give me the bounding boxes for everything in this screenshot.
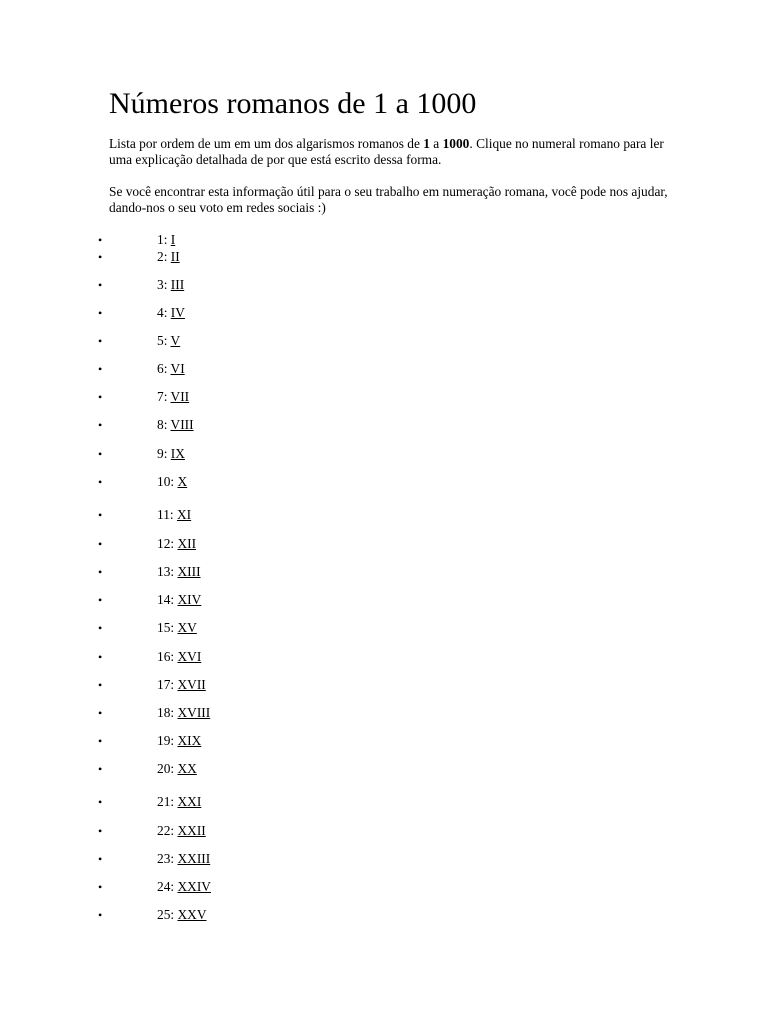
list-entry	[157, 878, 211, 896]
roman-numeral-link[interactable]: XVIII	[177, 705, 211, 720]
bullet-icon: •	[98, 824, 103, 838]
bullet-icon: •	[98, 447, 103, 461]
roman-numeral-link[interactable]: XII	[177, 536, 197, 551]
arabic-number: 22:	[157, 823, 175, 838]
roman-numeral-link[interactable]: X	[177, 474, 188, 489]
list-entry	[157, 676, 206, 694]
list-item	[0, 878, 400, 896]
bullet-icon: •	[98, 508, 103, 522]
support-paragraph: Se você encontrar esta informação útil para o seu trabalho em numeração romana, você pode nos ajudar, dando-nos o seu voto em redes sociais :)	[109, 184, 668, 215]
roman-numeral-link[interactable]: III	[170, 277, 185, 292]
arabic-number: 15:	[157, 620, 175, 635]
roman-numeral-link[interactable]: VII	[170, 389, 190, 404]
bullet-icon: •	[98, 908, 103, 922]
list-item	[0, 619, 400, 637]
bullet-icon: •	[98, 233, 103, 247]
list-entry	[157, 416, 194, 434]
roman-numeral-link[interactable]: V	[170, 333, 181, 348]
roman-numeral-link[interactable]: VIII	[170, 417, 194, 432]
list-entry	[157, 648, 201, 666]
roman-numeral-link[interactable]: II	[170, 249, 180, 264]
list-item	[0, 822, 400, 840]
intro-text-connector: a	[429, 136, 443, 151]
arabic-number: 20:	[157, 761, 175, 776]
list-entry	[157, 360, 185, 378]
list-entry	[157, 388, 189, 406]
list-item	[0, 850, 400, 868]
list-entry	[157, 619, 197, 637]
bullet-icon: •	[98, 650, 103, 664]
bullet-icon: •	[98, 278, 103, 292]
bullet-icon: •	[98, 537, 103, 551]
intro-text-start: Lista por ordem de um em um dos algarismos romanos de	[109, 136, 424, 151]
list-entry	[157, 304, 185, 322]
list-entry	[157, 822, 206, 840]
roman-numeral-link[interactable]: XIII	[177, 564, 201, 579]
roman-numeral-link[interactable]: XIV	[177, 592, 202, 607]
arabic-number: 3:	[157, 277, 168, 292]
bullet-icon: •	[98, 475, 103, 489]
arabic-number: 9:	[157, 446, 168, 461]
arabic-number: 24:	[157, 879, 175, 894]
list-item	[0, 332, 400, 350]
list-item	[0, 760, 400, 778]
bullet-icon: •	[98, 762, 103, 776]
arabic-number: 1:	[157, 232, 168, 247]
list-entry	[157, 732, 201, 750]
roman-numeral-link[interactable]: XIX	[177, 733, 202, 748]
arabic-number: 21:	[157, 794, 175, 809]
arabic-number: 23:	[157, 851, 175, 866]
arabic-number: 14:	[157, 592, 175, 607]
roman-numeral-link[interactable]: XI	[176, 507, 192, 522]
list-item	[0, 445, 400, 463]
list-item	[0, 535, 400, 553]
bullet-icon: •	[98, 678, 103, 692]
list-entry	[157, 793, 201, 811]
bullet-icon: •	[98, 795, 103, 809]
arabic-number: 16:	[157, 649, 175, 664]
list-item	[0, 704, 400, 722]
list-entry	[157, 276, 184, 294]
roman-numeral-link[interactable]: XVII	[177, 677, 206, 692]
bullet-icon: •	[98, 734, 103, 748]
list-item	[0, 732, 400, 750]
arabic-number: 10:	[157, 474, 175, 489]
roman-numeral-link[interactable]: XXII	[177, 823, 206, 838]
bullet-icon: •	[98, 565, 103, 579]
bullet-icon: •	[98, 593, 103, 607]
list-item	[0, 563, 400, 581]
intro-text-end: . Clique no numeral romano para ler uma explicação detalhada de por que está escrito dessa forma.	[109, 136, 664, 167]
list-entry	[157, 704, 210, 722]
list-item	[0, 906, 400, 924]
roman-numeral-link[interactable]: IX	[170, 446, 185, 461]
roman-numeral-link[interactable]: XX	[177, 761, 197, 776]
list-item	[0, 248, 400, 266]
bullet-icon: •	[98, 390, 103, 404]
intro-bold-start: 1	[423, 136, 430, 151]
list-entry	[157, 850, 210, 868]
roman-numeral-link[interactable]: XXIV	[177, 879, 211, 894]
arabic-number: 13:	[157, 564, 175, 579]
bullet-icon: •	[98, 250, 103, 264]
list-entry	[157, 332, 180, 350]
roman-numeral-link[interactable]: XXI	[177, 794, 202, 809]
intro-paragraph	[109, 136, 669, 168]
bullet-icon: •	[98, 852, 103, 866]
bullet-icon: •	[98, 362, 103, 376]
arabic-number: 8:	[157, 417, 168, 432]
list-item	[0, 360, 400, 378]
arabic-number: 7:	[157, 389, 168, 404]
list-entry	[157, 248, 180, 266]
arabic-number: 18:	[157, 705, 175, 720]
arabic-number: 5:	[157, 333, 168, 348]
list-entry	[157, 506, 191, 524]
list-item	[0, 276, 400, 294]
bullet-icon: •	[98, 418, 103, 432]
arabic-number: 17:	[157, 677, 175, 692]
list-item	[0, 506, 400, 524]
arabic-number: 25:	[157, 907, 175, 922]
roman-numeral-link[interactable]: XXV	[177, 907, 207, 922]
bullet-icon: •	[98, 334, 103, 348]
bullet-icon: •	[98, 706, 103, 720]
list-item	[0, 231, 400, 249]
page-title: Números romanos de 1 a 1000	[109, 87, 477, 120]
intro-bold-end: 1000	[442, 136, 470, 151]
list-item	[0, 388, 400, 406]
list-entry	[157, 473, 187, 491]
roman-numeral-link[interactable]: VI	[170, 361, 185, 376]
list-entry	[157, 535, 196, 553]
list-entry	[157, 591, 201, 609]
list-entry	[157, 760, 197, 778]
arabic-number: 6:	[157, 361, 168, 376]
list-entry	[157, 563, 201, 581]
list-item	[0, 676, 400, 694]
list-item	[0, 591, 400, 609]
arabic-number: 19:	[157, 733, 175, 748]
roman-numeral-link[interactable]: I	[170, 232, 176, 247]
arabic-number: 11:	[157, 507, 174, 522]
arabic-number: 12:	[157, 536, 175, 551]
roman-numeral-link[interactable]: IV	[170, 305, 185, 320]
list-entry	[157, 906, 207, 924]
list-item	[0, 304, 400, 322]
roman-numeral-link[interactable]: XVI	[177, 649, 202, 664]
roman-numeral-link[interactable]: XV	[177, 620, 197, 635]
bullet-icon: •	[98, 621, 103, 635]
roman-numeral-link[interactable]: XXIII	[177, 851, 211, 866]
list-item	[0, 473, 400, 491]
list-entry	[157, 231, 175, 249]
list-item	[0, 793, 400, 811]
bullet-icon: •	[98, 306, 103, 320]
list-item	[0, 416, 400, 434]
arabic-number: 4:	[157, 305, 168, 320]
bullet-icon: •	[98, 880, 103, 894]
list-entry	[157, 445, 185, 463]
list-item	[0, 648, 400, 666]
arabic-number: 2:	[157, 249, 168, 264]
